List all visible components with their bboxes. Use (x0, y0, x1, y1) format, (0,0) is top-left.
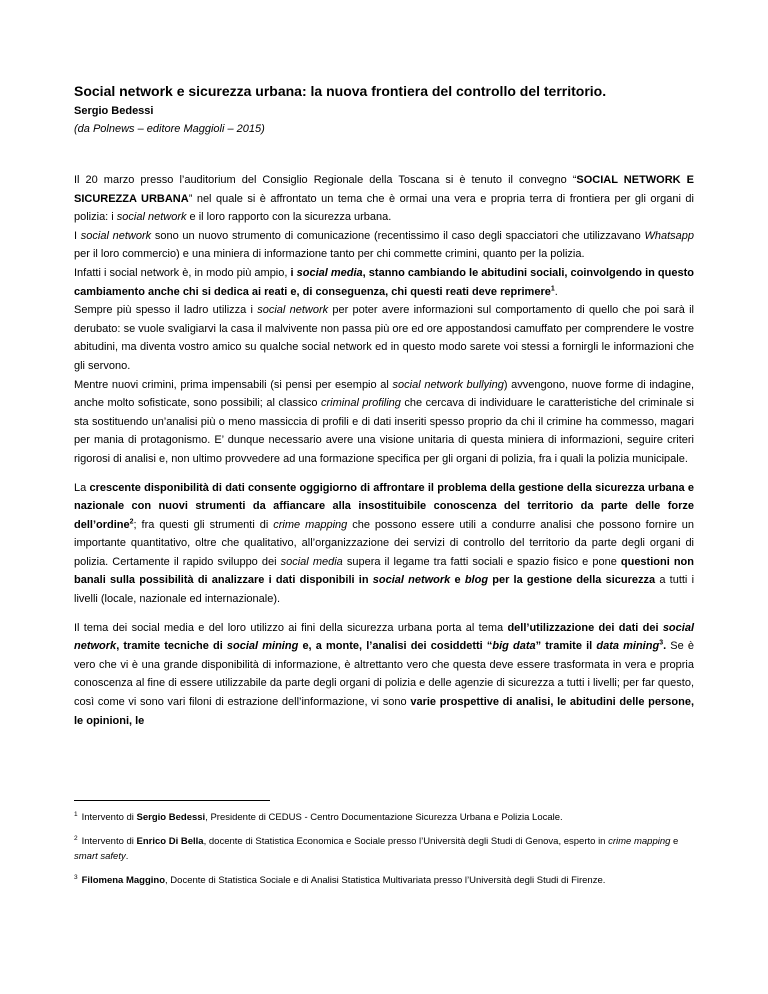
text-run: che cercava di individuare le caratteristiche del criminale si sta sostituendo un’analisi più o meno massiccia di profili e di dati inseriti spesso proprio da chi il crimine ha commesso, magari per mania di protagonismo. E’ dunque necessario avere una visione unitaria di questa miniera di informazioni, seguire criteri rigorosi di analisi e, non ultimo provvedere ad una formazione specifica per gli organi di polizia, fra i quali la polizia municipale. (74, 397, 694, 465)
text-run: social media (280, 555, 343, 568)
footnote-ref: 1 (74, 810, 78, 818)
footnotes (74, 810, 694, 897)
text-run: social network (80, 229, 152, 242)
text-run: social network (116, 211, 187, 224)
footnote-ref: 3 (659, 639, 664, 647)
text-run: SOCIAL NETWORK E SICUREZZA URBANA (74, 174, 694, 205)
text-run: , Docente di Statistica Sociale e di Analisi Statistica Multivariata presso l’Università degli Studi di Firenze. (165, 875, 606, 886)
text-run: . (125, 851, 129, 862)
footnote-ref: 3 (74, 873, 78, 881)
page-title: Social network e sicurezza urbana: la nuova frontiera del controllo del territorio. (74, 83, 607, 99)
text-run: Enrico Di Bella (136, 836, 204, 847)
text-run: e (670, 836, 679, 847)
text-run: Intervento di (81, 836, 137, 847)
text-run: social network (257, 304, 329, 317)
text-run: Il 20 marzo presso l’auditorium del Consiglio Regionale della Toscana si è tenuto il convegno “ (74, 174, 577, 186)
text-run: Sergio Bedessi (136, 812, 206, 823)
document-page (74, 82, 694, 730)
text-run: criminal profiling (321, 397, 401, 410)
text-run: data mining (596, 640, 660, 653)
text-run: per il loro commercio) e una miniera di informazione tanto per chi commette crimini, quanto per la polizia. (74, 248, 585, 261)
footnote (74, 834, 694, 864)
text-run: . (554, 285, 558, 298)
text-run: sono un nuovo strumento di comunicazione (recentissimo il caso degli spacciatori che utilizzavano (151, 229, 645, 242)
text-run: varie prospettive di analisi, le abitudini delle persone, le opinioni, le (74, 696, 694, 727)
text-run: I (74, 229, 81, 242)
text-run: supera il legame tra fatti sociali e spazio fisico e pone (342, 555, 621, 568)
paragraph (74, 376, 694, 469)
text-run: social network (74, 621, 694, 653)
paragraph (74, 479, 694, 609)
text-run: Sempre più spesso il ladro utilizza i (74, 304, 258, 317)
text-run: dell’utilizzazione dei dati dei (507, 621, 663, 634)
text-run: Infatti i social network è, in modo più ampio, (74, 266, 291, 279)
article-body (74, 171, 694, 730)
text-run: smart safety (74, 851, 126, 862)
text-run: social mining (226, 640, 299, 653)
text-run: crescente disponibilità di dati consente oggigiorno di affrontare il problema della gestione della sicurezza urbana e nazionale con nuovi strumenti da affiancare alla insostituibile conoscenza del territorio da parte delle forze dell’ordine (74, 481, 694, 531)
source-note: (da Polnews – editore Maggioli – 2015) (74, 123, 265, 135)
text-run: social network bullying (392, 378, 504, 391)
text-run: i (290, 266, 297, 279)
text-run: e (450, 574, 465, 587)
paragraph (74, 227, 694, 264)
text-run: Se è vero che vi è una grande disponibilità di informazione, è altrettanto vero che questa deve essere trasformata in vera e propria conoscenza al fine di essere utilizzabile da parte degli organi di polizia e delle agenzie di sicurezza a tutti i livelli; per far questo, così come vi sono vari filoni di estrazione dell’informazione, vi sono (74, 640, 695, 709)
text-run: , docente di Statistica Economica e Sociale presso l’Università degli Studi di Genova, esperto in (203, 836, 609, 847)
footnote-ref: 1 (550, 284, 555, 292)
paragraph (74, 301, 694, 375)
text-run: crime mapping (273, 518, 348, 531)
text-run: e, a monte, l’analisi dei cosiddetti “ (298, 640, 493, 653)
text-run: Whatsapp (644, 229, 694, 242)
text-run: ; fra questi gli strumenti di (133, 518, 274, 531)
text-run: crime mapping (608, 836, 671, 847)
text-run: ) avvengono, nuove forme di indagine, anche molto sofisticate, sono possibili; al classico (74, 378, 694, 410)
footnote (74, 873, 694, 888)
text-run: a tutti i livelli (locale, nazionale ed internazionale). (74, 574, 695, 606)
text-run: , stanno cambiando le abitudini sociali, coinvolgendo in questo cambiamento anche chi si dedica ai reati e, di conseguenza, chi questi reati deve reprimere (74, 266, 694, 298)
text-run: Il tema dei social media e del loro utilizzo ai fini della sicurezza urbana porta al tema (74, 621, 508, 634)
paragraph (74, 619, 694, 731)
text-run: ” nel quale si è affrontato un tema che è ormai una vera e propria terra di frontiera per gli organi di polizia: i (74, 192, 694, 224)
text-run: per la gestione della sicurezza (488, 574, 656, 587)
text-run: , Presidente di CEDUS - Centro Documentazione Sicurezza Urbana e Polizia Locale. (205, 812, 563, 823)
paragraph (74, 171, 694, 227)
text-run: blog (464, 574, 489, 587)
footnote-separator (74, 800, 270, 801)
footnote (74, 810, 694, 825)
text-run: per poter avere informazioni sul comportamento di quello che poi sarà il derubato: se vuole svaligiarvi la casa il malvivente non passa più ore ed ore appostandosi camuffato per comprendere le vostre abitudini, ma diventa vostro amico su qualche social network ed in questo modo sarete voi stessi a fornirgli le informazioni che gli servono. (74, 304, 694, 372)
text-run: , tramite tecniche di (116, 640, 227, 653)
text-run: social media (296, 266, 363, 279)
text-run: questioni non banali sulla possibilità di analizzare i dati disponibili in (74, 555, 694, 587)
text-run: big data (492, 640, 536, 653)
text-run: Filomena Maggino (81, 875, 166, 886)
text-run: ” tramite il (535, 640, 597, 653)
footnote-ref: 2 (129, 518, 134, 526)
text-run: Intervento di (81, 812, 137, 823)
text-run: . (663, 640, 667, 653)
text-run: La (74, 481, 90, 494)
paragraph (74, 264, 694, 301)
footnote-ref: 2 (74, 834, 78, 842)
text-run: e il loro rapporto con la sicurezza urbana. (186, 211, 392, 224)
author-name: Sergio Bedessi (74, 105, 154, 117)
text-run: Mentre nuovi crimini, prima impensabili (si pensi per esempio al (74, 378, 393, 391)
text-run: social network (372, 574, 451, 587)
text-run: che possono essere utili a condurre analisi che possono fornire un importante quantitativo, oltre che qualitativo, all’organizzazione dei servizi di controllo del territorio da parte degli organi di polizia. Certamente il rapido sviluppo dei (74, 518, 695, 568)
